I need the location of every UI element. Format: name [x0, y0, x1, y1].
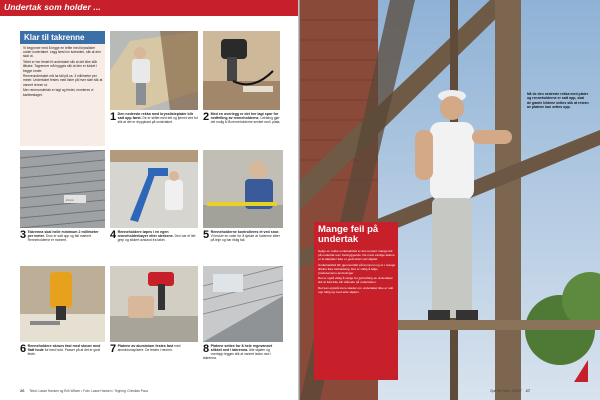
step-text: med aluminiumspikere. De festes i rennen.	[117, 344, 181, 353]
page-number-left: 26	[20, 388, 25, 393]
step-number: 8	[203, 343, 210, 355]
step-text: for best hold. Passer på at det er godt feste.	[27, 348, 100, 357]
step-number: 4	[110, 229, 117, 241]
step-text: Snor er satt opp og fall markert. Renneholderne er montert.	[27, 234, 92, 243]
intro-box	[20, 31, 105, 146]
step-lead: Platene av aluminium festes fast	[117, 344, 174, 348]
section-header-bar	[0, 0, 299, 16]
footer-right	[490, 388, 530, 393]
caption-step-8	[203, 344, 283, 360]
step-text: Alle skjøter og overlapp legges slik at vannet ledes ned i takrenna.	[203, 348, 271, 361]
photo-step-1	[110, 31, 198, 110]
magazine-issue: Gjør Det Selv • 6/2007	[490, 389, 522, 393]
sidebar-text	[318, 249, 396, 295]
step-lead: Platene settes for å hele regnvannet slikket ned i takrenna.	[210, 344, 273, 353]
page-number-right: 27	[525, 388, 531, 393]
photo-step-1-graphic	[110, 31, 198, 110]
section-header-text: Undertak som holder ...	[4, 2, 101, 12]
caption-step-5	[203, 230, 283, 242]
step-lead: Takrenna skal helle minimum 2 millimeter per meter.	[27, 230, 99, 239]
intro-title: Klar til takrenne	[20, 31, 105, 44]
hero-caption: Nå de den nederste rekka med plater og renneholderne er satt opp, skal de gamle lektene settes slik at resten av platene kan settes opp.	[527, 92, 589, 110]
sidebar-paragraph: Undertaksfeil blir gjennomført på kommun og er i mange tilfeller ikke tilstrekkelig. Det er viktig å følge produsentens anvisninger.	[318, 262, 396, 275]
intro-text	[23, 46, 103, 98]
step-text: De er stiftet med tett og fjernet ved fot slik at det er dryppkant på undertaket.	[117, 116, 198, 125]
photo-step-2	[203, 31, 280, 110]
photo-step-5-graphic	[203, 150, 283, 228]
sidebar-paragraph: Selge en rekke undertaksfeil er det montert mange feil på undertak som forebyggende. De mest vanlige feilene er at takplater ikke er godt tettet ved skjøter.	[318, 249, 395, 261]
step-lead: Renneholdere løpes i en egen renneholderbøyer etter strekene.	[117, 230, 174, 239]
photo-step-8-graphic	[203, 266, 283, 342]
sidebar-box	[314, 222, 398, 380]
intro-paragraph: Vi begynner med å legge en teltte med krysslister under undertaket. Legg først inn kortsiden, slik at den skal ut.	[23, 46, 101, 59]
photo-step-6-graphic	[20, 266, 105, 342]
photo-step-3	[20, 150, 105, 228]
caption-step-1	[110, 112, 198, 124]
step-number: 6	[20, 343, 27, 355]
step-lead: Med en overlegg er det her lagt spor for nedfelling av renneholderne.	[210, 112, 279, 121]
step-lead: Renneholdere skrues fast med skruer med flatt hode	[27, 344, 101, 353]
step-lead: Den nederste rekka med krysslisteplater blir satt opp først.	[117, 112, 194, 121]
page-turn-arrow-icon	[574, 360, 588, 382]
step-number: 2	[203, 111, 210, 123]
step-lead: Renneholderne kontrolleres et ved snor.	[210, 230, 280, 234]
intro-paragraph: Renneundertaket må ha fall på ca. 3 millimeter per meter. Undertaket festes med lister på hver side slik at vannet renner ut.	[23, 74, 103, 87]
photo-step-4	[110, 150, 198, 228]
photo-step-2-graphic	[203, 31, 280, 110]
intro-paragraph: Mer renneundertak er lagt og festet, monteres vi kantbeslaget.	[23, 88, 94, 97]
photo-step-6	[20, 266, 105, 342]
step-text: Lekteing gjør det mulig å få renneholderne senket ned i plata.	[210, 116, 281, 125]
caption-step-7	[110, 344, 198, 354]
caption-step-6	[20, 344, 105, 356]
photo-step-4-graphic	[110, 150, 198, 228]
credits: Tekst: Lasse Hansen og Erik Wilsen • Foto: Lasse Hansen • Tegning: Christian Pauz	[29, 389, 149, 393]
photo-step-8	[203, 266, 283, 342]
step-number: 3	[20, 229, 27, 241]
photo-step-7	[110, 266, 198, 342]
caption-step-2	[203, 112, 283, 124]
svg-text:2 mm: 2 mm	[66, 198, 74, 202]
photo-step-3-graphic	[20, 150, 105, 228]
sidebar-title: Mange feil på undertak	[318, 224, 379, 245]
sidebar-paragraph: Det kan oppstå store skader om undertaket ikke er satt opp riktig og med tette skjøter.	[318, 285, 394, 294]
photo-step-7-graphic	[110, 266, 198, 342]
step-number: 7	[110, 343, 117, 355]
caption-step-3	[20, 230, 105, 242]
photo-step-5	[203, 150, 283, 228]
intro-paragraph: Teltet er her festet til undertaket slik at det ikke slår tilbake. Tagrenner må bygges slik at den er lukket i begge ender.	[23, 60, 98, 73]
step-number: 5	[203, 229, 210, 241]
step-text: Vi bruker en vater for å sjekke at holderne sitter på linje og har riktig fall.	[210, 234, 280, 243]
step-number: 1	[110, 111, 117, 123]
left-page	[0, 0, 299, 400]
footer-left	[20, 388, 148, 393]
sidebar-paragraph: Det er også viktig å sørge for god lufting av undertaket slik at fukt ikke blir stående på undersiden.	[318, 276, 393, 284]
step-text: Den har et lett grep og sikkert avstand fra taket.	[117, 234, 196, 243]
caption-step-4	[110, 230, 198, 242]
